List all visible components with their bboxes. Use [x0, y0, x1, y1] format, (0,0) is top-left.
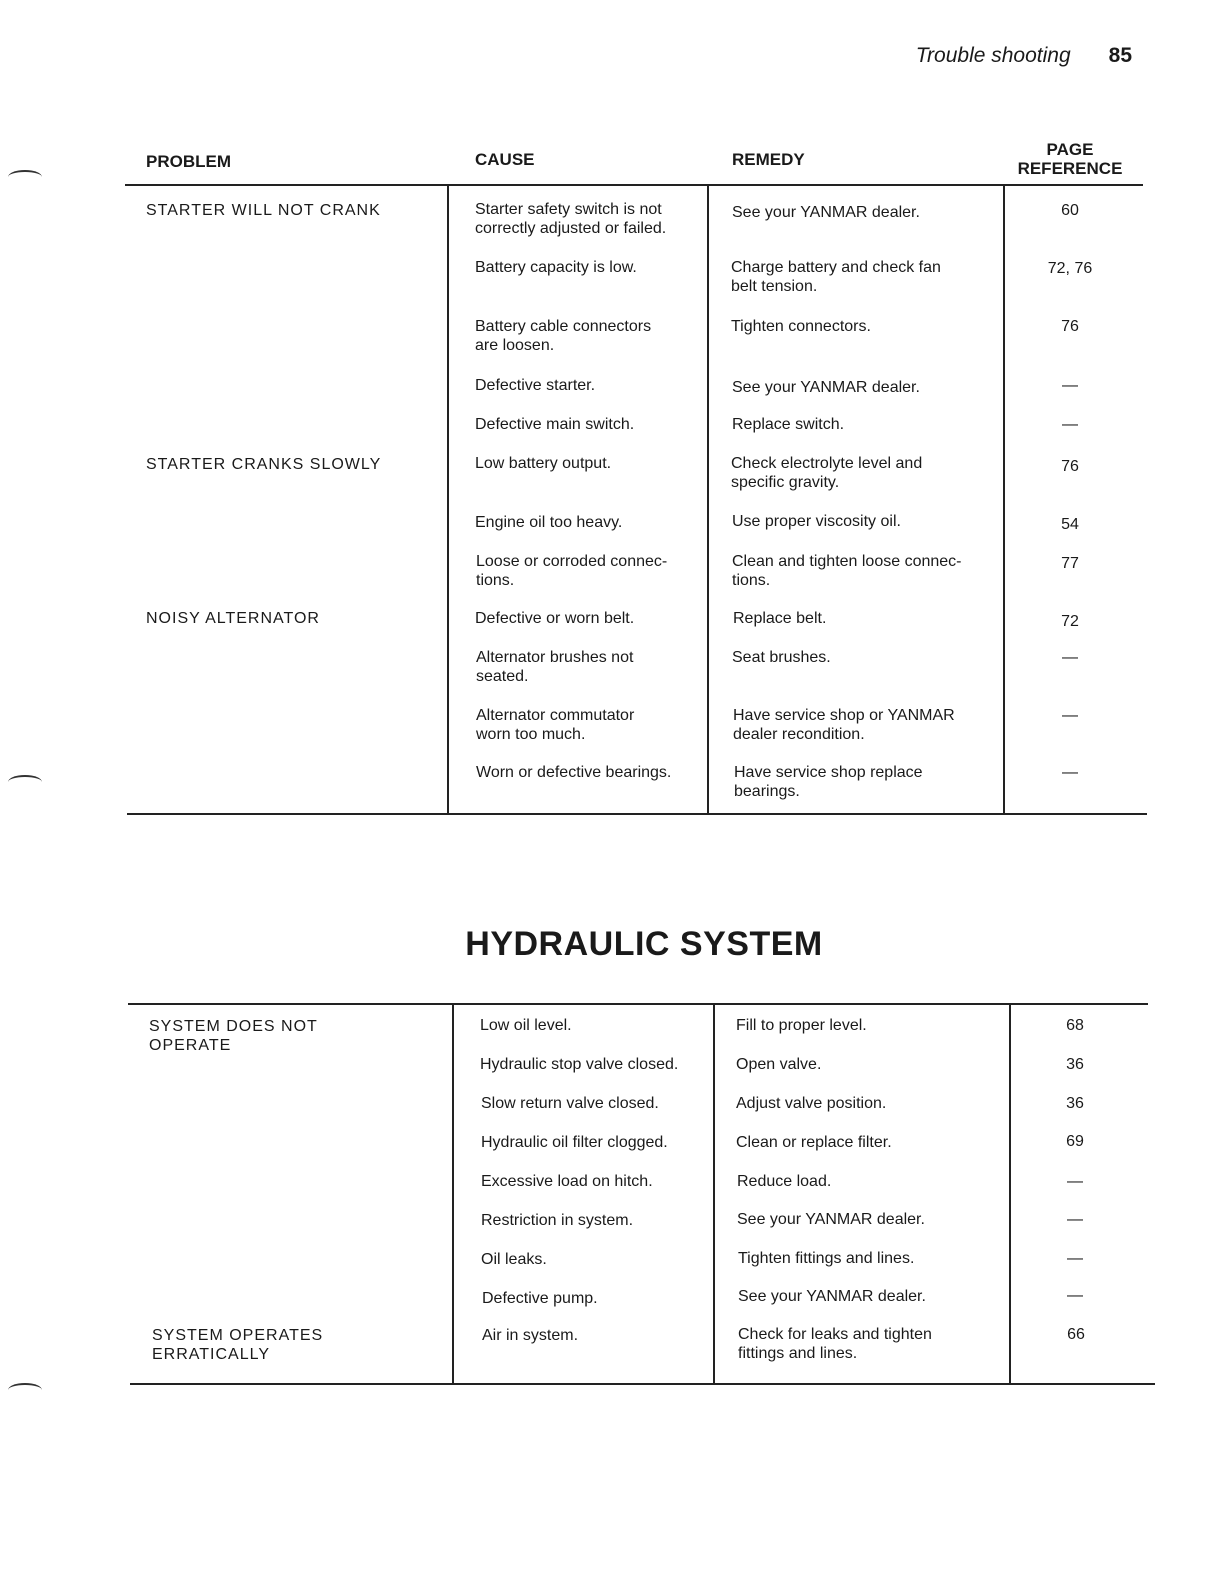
column-header-problem: PROBLEM [146, 152, 231, 171]
page-ref: — [1067, 1173, 1083, 1190]
cause-text: Loose or corroded connec- tions. [476, 553, 668, 589]
page-ref: 69 [1066, 1133, 1084, 1150]
cause-text: Defective or worn belt. [475, 610, 635, 627]
page-ref: — [1067, 1250, 1083, 1267]
remedy-text: Have service shop or YANMAR dealer recondition. [733, 707, 955, 743]
page-ref: — [1062, 764, 1078, 781]
remedy-text: Use proper viscosity oil. [732, 513, 901, 530]
column-header-remedy: REMEDY [732, 150, 805, 169]
remedy-text: Reduce load. [737, 1173, 832, 1190]
column-divider [447, 184, 449, 814]
remedy-text: Fill to proper level. [736, 1017, 867, 1034]
remedy-text: Clean or replace filter. [736, 1134, 892, 1151]
page-ref: — [1067, 1211, 1083, 1228]
cause-text: Engine oil too heavy. [475, 514, 623, 531]
cause-text: Oil leaks. [481, 1251, 547, 1268]
page-ref: — [1062, 707, 1078, 724]
column-divider [713, 1003, 715, 1385]
page-ref: — [1062, 377, 1078, 394]
cause-text: Hydraulic oil filter clogged. [481, 1134, 668, 1151]
section-title: Trouble shooting [915, 44, 1071, 67]
remedy-text: Open valve. [736, 1056, 822, 1073]
remedy-text: See your YANMAR dealer. [732, 204, 920, 221]
table-bottom-rule [127, 813, 1147, 815]
cause-text: Defective main switch. [475, 416, 635, 433]
remedy-text: See your YANMAR dealer. [737, 1211, 925, 1228]
table-bottom-rule [130, 1383, 1155, 1385]
problem-text: NOISY ALTERNATOR [146, 610, 320, 627]
page-number: 85 [1108, 44, 1132, 67]
binder-hole-mark [8, 1383, 42, 1397]
cause-text: Slow return valve closed. [481, 1095, 659, 1112]
remedy-text: Tighten fittings and lines. [738, 1250, 915, 1267]
page-ref: — [1062, 416, 1078, 433]
cause-text: Alternator commutator worn too much. [476, 707, 635, 743]
cause-text: Worn or defective bearings. [476, 764, 672, 781]
page-ref: 72 [1061, 613, 1079, 630]
page-ref: 72, 76 [1047, 260, 1093, 277]
column-divider [1003, 184, 1005, 814]
remedy-text: Seat brushes. [732, 649, 831, 666]
column-header-cause: CAUSE [475, 150, 535, 169]
cause-text: Battery capacity is low. [475, 259, 637, 276]
remedy-text: Check electrolyte level and specific gravity. [731, 455, 923, 491]
page-ref: 36 [1066, 1056, 1084, 1073]
column-header-page-reference: PAGE REFERENCE [1017, 140, 1123, 178]
binder-hole-mark [8, 170, 42, 184]
hydraulic-title-text: HYDRAULIC SYSTEM [465, 925, 823, 963]
cause-text: Alternator brushes not seated. [476, 649, 634, 685]
binder-hole-mark [8, 775, 42, 789]
problem-text: SYSTEM DOES NOT OPERATE [149, 1018, 318, 1054]
page-ref: — [1062, 649, 1078, 666]
remedy-text: See your YANMAR dealer. [738, 1288, 926, 1305]
cause-text: Air in system. [482, 1327, 579, 1344]
page-ref: 76 [1061, 458, 1079, 475]
cause-text: Defective pump. [482, 1290, 598, 1307]
page-ref: 66 [1067, 1326, 1085, 1343]
cause-text: Low oil level. [480, 1017, 572, 1034]
page-ref: 68 [1066, 1017, 1084, 1034]
cause-text: Defective starter. [475, 377, 596, 394]
problem-text: STARTER WILL NOT CRANK [146, 202, 381, 219]
table-top-rule [125, 184, 1143, 186]
page-ref: 36 [1066, 1095, 1084, 1112]
cause-text: Restriction in system. [481, 1212, 634, 1229]
column-divider [707, 184, 709, 814]
problem-text: STARTER CRANKS SLOWLY [146, 456, 382, 473]
remedy-text: See your YANMAR dealer. [732, 379, 920, 396]
cause-text: Low battery output. [475, 455, 612, 472]
page-ref: 54 [1061, 516, 1079, 533]
cause-text: Excessive load on hitch. [481, 1173, 653, 1190]
remedy-text: Charge battery and check fan belt tension. [731, 259, 941, 295]
cause-text: Battery cable connectors are loosen. [475, 318, 652, 354]
remedy-text: Check for leaks and tighten fittings and lines. [738, 1326, 932, 1362]
remedy-text: Tighten connectors. [731, 318, 871, 335]
page-ref: 77 [1061, 555, 1079, 572]
hydraulic-section-title [0, 925, 1208, 964]
column-divider [1009, 1003, 1011, 1385]
cause-text: Starter safety switch is not correctly adjusted or failed. [475, 201, 667, 237]
problem-text: SYSTEM OPERATES ERRATICALLY [152, 1327, 324, 1363]
page-ref: — [1067, 1287, 1083, 1304]
table-top-rule [128, 1003, 1148, 1005]
remedy-text: Replace belt. [733, 610, 827, 627]
page-header [916, 44, 1132, 68]
page-ref: 76 [1061, 318, 1079, 335]
remedy-text: Have service shop replace bearings. [734, 764, 923, 800]
page-ref: 60 [1061, 202, 1079, 219]
remedy-text: Replace switch. [732, 416, 845, 433]
remedy-text: Adjust valve position. [736, 1095, 887, 1112]
column-divider [452, 1003, 454, 1385]
remedy-text: Clean and tighten loose connec- tions. [732, 553, 962, 589]
cause-text: Hydraulic stop valve closed. [480, 1056, 679, 1073]
